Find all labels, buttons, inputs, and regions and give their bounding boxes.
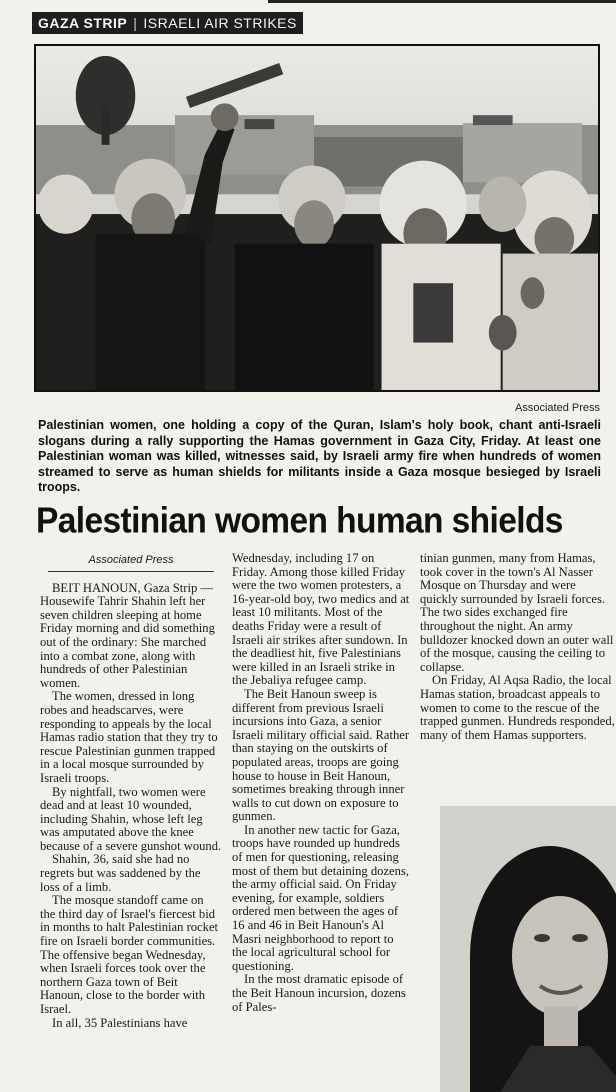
top-rule (268, 0, 616, 3)
kicker-topic: ISRAELI AIR STRIKES (143, 15, 297, 31)
kicker-section: GAZA STRIP (38, 15, 128, 31)
news-photo (34, 44, 600, 392)
kicker-separator: | (133, 15, 138, 31)
section-kicker (32, 12, 303, 34)
paragraph: BEIT HANOUN, Gaza Strip — Housewife Tahrir Shahin left her seven children sleeping at home Friday morning and did something out of the ordinary: She marched into a combat zone, along with hundreds of other Palestinian women. (40, 580, 215, 690)
article-headline: Palestinian women human shields (36, 501, 563, 542)
protest-photo-image (36, 46, 598, 390)
portrait-photo (440, 806, 616, 1092)
paragraph: In another new tactic for Gaza, troops have rounded up hundreds of men for questioning, releasing most of them but detaining dozens, the army official said. On Friday evening, for example, soldiers ordered men between the ages of 16 and 46 in Beit Hanoun's Al Masri neighborhood to report to the local agricultural school for questioning. (232, 822, 409, 973)
paragraph: In the most dramatic episode of the Beit Hanoun incursion, dozens of Pales- (232, 972, 406, 1014)
paragraph: Wednesday, including 17 on Friday. Among those killed Friday were the two women protesters, a 16-year-old boy, two medics and at least 10 militants. Most of the deaths Friday were a result of Israeli air strikes after sundown. In the deadliest hit, five Palestinians were killed in an Israeli strike in the Jebaliya refugee camp. (232, 551, 410, 688)
woman-portrait-image (440, 806, 616, 1092)
article-column-3 (420, 552, 616, 742)
paragraph: The Beit Hanoun sweep is different from previous Israeli incursions into Gaza, a senior Israeli military official said. Rather than staying on the outskirts of populated areas, troops are going house to house in Beit Hanoun, sometimes breaking through inner walls to cut down on exposure to gunmen. (232, 686, 410, 824)
paragraph: By nightfall, two women were dead and at least 10 wounded, including Shahin, whose left leg was amputated above the knee because of a severe gunshot wound. (40, 784, 222, 853)
article-column-2 (232, 552, 412, 1014)
paragraph: tinian gunmen, many from Hamas, took cover in the town's Al Nasser Mosque on Thursday and were quickly surrounded by Israeli forces. The two sides exchanged fire throughout the night. An army bulldozer knocked down an outer wall of the mosque, causing the ceiling to collapse. (420, 551, 614, 674)
article-column-1 (40, 552, 222, 1030)
paragraph: Shahin, 36, said she had no regrets but was saddened by the loss of a limb. (40, 852, 201, 894)
paragraph: On Friday, Al Aqsa Radio, the local Hamas station, broadcast appeals to women to come to the rescue of the trapped gunmen. Hundreds responded, many of them Hamas supporters. (420, 673, 615, 742)
paragraph: In all, 35 Palestinians have (52, 1015, 188, 1030)
paragraph: The women, dressed in long robes and headscarves, were responding to appeals by the local Hamas radio station that they try to rescue Palestinian gunmen trapped in a local mosque surrounded by Israeli troops. (40, 689, 218, 785)
photo-credit: Associated Press (515, 402, 600, 414)
paragraph: The mosque standoff came on the third day of Israel's fiercest bid in months to halt Palestinian rocket fire on Israeli border communities. The offensive began Wednesday, when Israeli forces took over the northern Gaza town of Beit Hanoun, close to the border with Israel. (40, 893, 219, 1016)
article-byline: Associated Press (48, 554, 214, 572)
photo-caption: Palestinian women, one holding a copy of the Quran, Islam's holy book, chant anti-Israeli slogans during a rally supporting the Hamas government in Gaza City, Friday. At least one Palestinian woman was killed, witnesses said, by Israeli army fire when hundreds of women streamed to serve as human shields for militants inside a Gaza mosque besieged by Israeli troops. (38, 418, 601, 494)
